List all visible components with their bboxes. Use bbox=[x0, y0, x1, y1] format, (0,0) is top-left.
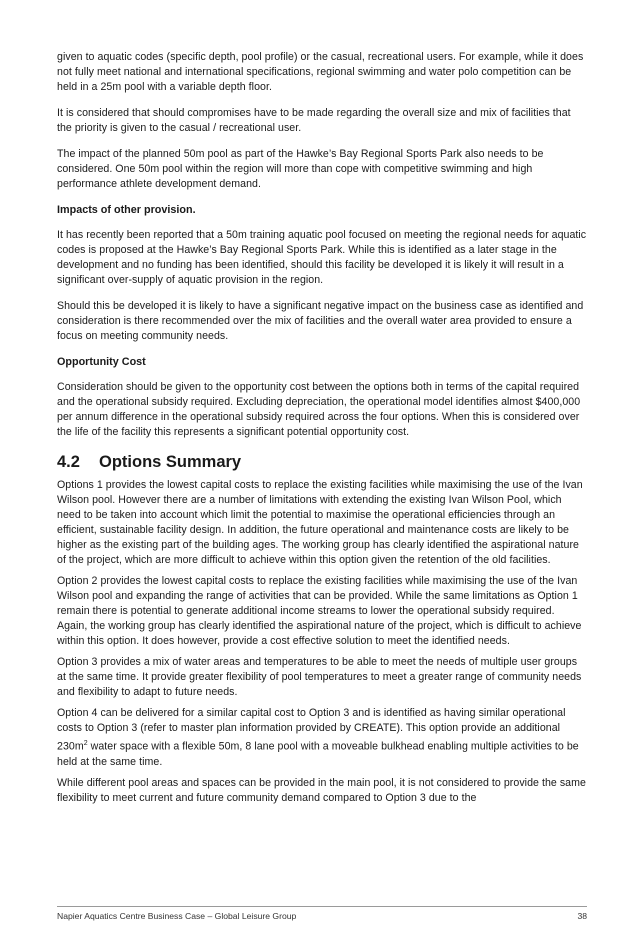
option-4-text-b: water space with a flexible 50m, 8 lane pool with a moveable bulkhead enabling multiple activities to be held at the same time. bbox=[57, 740, 579, 768]
section-title: Options Summary bbox=[99, 453, 242, 471]
paragraph-option-4 bbox=[57, 706, 587, 770]
paragraph-option-2: Option 2 provides the lowest capital costs to replace the existing facilities while maximising the use of the Ivan Wilson pool and expanding the range of activities that can be provided. While the same limitations as Option 1 remain there is potential to generate additional income streams to lower the operational subsidy required. Again, the working group has clearly identified the aspirational nature of the project, which is difficult to achieve within this option. It does however, provide a cost effective solution to meet the identified needs. bbox=[57, 575, 582, 647]
section-number: 4.2 bbox=[57, 453, 80, 471]
paragraph-main-pool-flexibility: While different pool areas and spaces can be provided in the main pool, it is not considered to provide the same flexibility to meet current and future community demand compared to Option 3 due to the bbox=[57, 776, 586, 804]
heading-opportunity-cost: Opportunity Cost bbox=[57, 356, 146, 368]
paragraph-planned-50m-pool: The impact of the planned 50m pool as part of the Hawke’s Bay Regional Sports Park also needs to be considered. One 50m pool within the region will more than cope with competitive swimming and high performance athlete development demand. bbox=[57, 148, 544, 190]
superscript-two: 2 bbox=[83, 740, 88, 747]
paragraph-intro: given to aquatic codes (specific depth, pool profile) or the casual, recreational users. For example, while it does not fully meet national and international specifications, regional swimming and water polo competition can be held in a 25m pool with a variable depth floor. bbox=[57, 51, 584, 93]
paragraph-compromises: It is considered that should compromises have to be made regarding the overall size and mix of facilities that the priority is given to the casual / recreational user. bbox=[57, 107, 571, 134]
footer-title: Napier Aquatics Centre Business Case – Global Leisure Group bbox=[57, 911, 297, 921]
paragraph-option-3: Option 3 provides a mix of water areas and temperatures to be able to meet the needs of multiple user groups at the same time. It provide greater flexibility of pool temperatures to meet a greater range of community needs and flexibility to adapt to future needs. bbox=[57, 656, 582, 698]
paragraph-negative-impact: Should this be developed it is likely to have a significant negative impact on the business case as identified and consideration is there recommended over the mix of facilities and the overall water area provided to ensure a focus on meeting community needs. bbox=[57, 300, 584, 342]
document-body bbox=[57, 50, 587, 812]
paragraph-opportunity-cost: Consideration should be given to the opportunity cost between the options both in terms of the capital required and the operational subsidy required. Excluding depreciation, the operational model identifies almost $400,000 per annum difference in the operational subsidy required across the four options. When this is considered over the life of the facility this represents a significant potential opportunity cost. bbox=[57, 381, 581, 438]
page-footer bbox=[57, 906, 587, 921]
paragraph-option-1: Options 1 provides the lowest capital costs to replace the existing facilities while maximising the use of the Ivan Wilson pool. However there are a number of limitations with extending the existing Ivan Wilson Pool, which need to be taken into account which limit the potential to maximise the operational efficiencies through an efficient, sustainable facility design. In addition, the future operational and maintenance costs are likely to be higher as the existing part of the building ages. The working group has clearly identified the aspirational nature of the project, which are more difficult to achieve within this option given the retention of the old facilities. bbox=[57, 479, 583, 566]
paragraph-training-pool: It has recently been reported that a 50m training aquatic pool focused on meeting the regional needs for aquatic codes is proposed at the Hawke’s Bay Regional Sports Park. While this is identified as a later stage in the development and no funding has been identified, should this facility be developed it is likely it will result in a significant over-supply of aquatic provision in the region. bbox=[57, 229, 587, 286]
option-4-text-a: Option 4 can be delivered for a similar capital cost to Option 3 and is identified as having similar operational costs to Option 3 (refer to master plan information provided by CREATE). This option provide an additional 230m bbox=[57, 707, 566, 753]
page-number: 38 bbox=[577, 911, 587, 921]
heading-impacts-of-other-provision: Impacts of other provision. bbox=[57, 204, 196, 216]
section-heading-options-summary bbox=[57, 451, 587, 473]
